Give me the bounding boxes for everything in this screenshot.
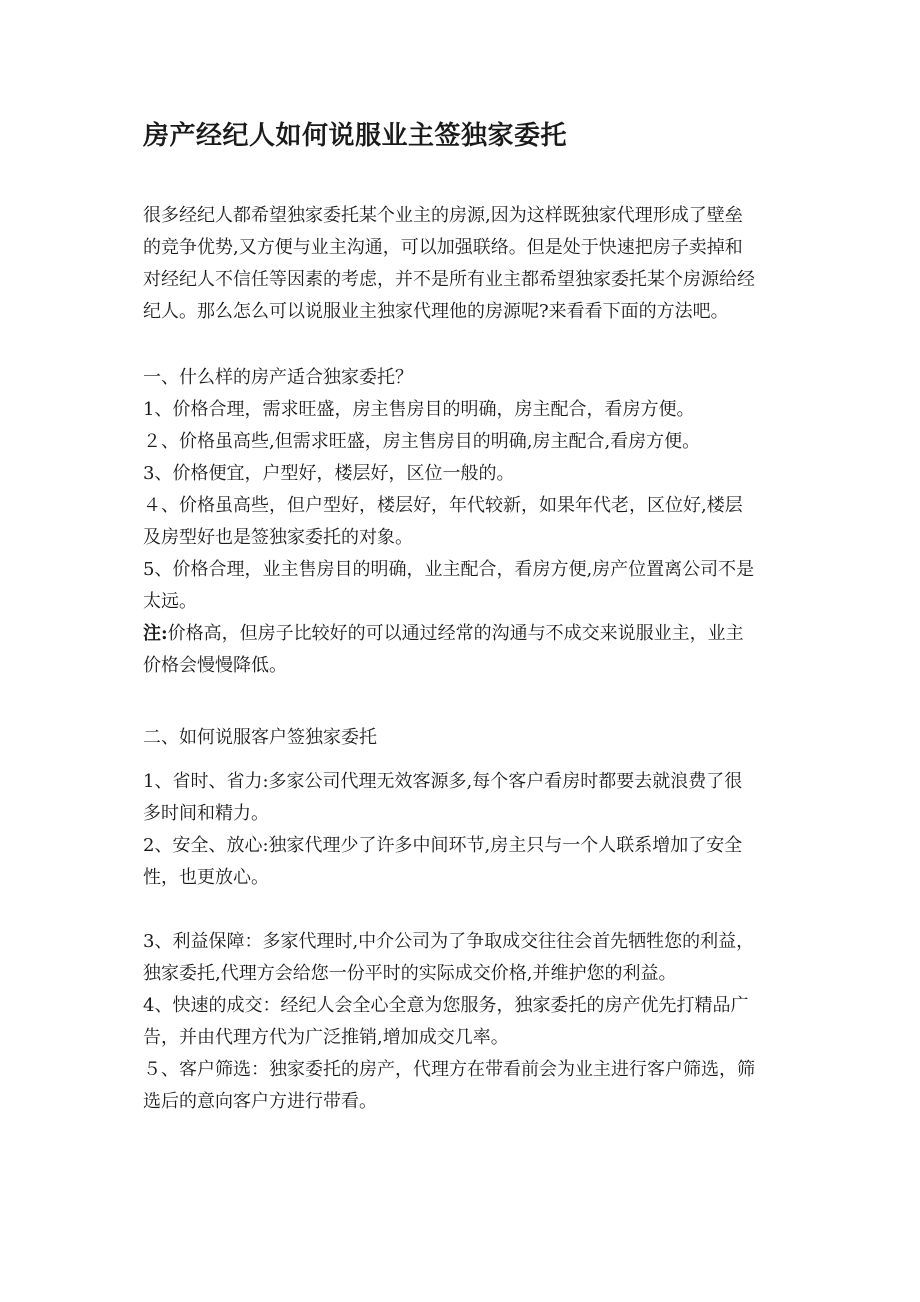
section2-heading-block [143, 722, 771, 754]
section1-item-4-cont: 及房型好也是签独家委托的对象。 [143, 527, 413, 548]
section2-item-1-cont: 多时间和精力。 [143, 803, 269, 824]
note-line-cont: 价格会慢慢降低。 [143, 655, 287, 676]
section1-item-4: ４、价格虽高些，但户型好，楼层好，年代较新，如果年代老，区位好,楼层 [143, 495, 743, 516]
section2-heading: 二、如何说服客户签独家委托 [143, 727, 377, 748]
document-title: 房产经纪人如何说服业主签独家委托 [143, 121, 568, 151]
note-line [143, 618, 771, 650]
section1-heading: 一、什么样的房产适合独家委托？ [143, 367, 413, 388]
section2-item-3-cont: 独家委托,代理方会给您一份平时的实际成交价格,并维护您的利益。 [143, 963, 677, 984]
section1-item-3: 3、价格便宜，户型好，楼层好，区位一般的。 [143, 463, 515, 484]
section2-item-1: 1、省时、省力:多家公司代理无效客源多,每个客户看房时都要去就浪费了很 [143, 771, 743, 792]
section2-item-2-cont: 性，也更放心。 [143, 867, 269, 888]
section1-item-1: 1、价格合理，需求旺盛，房主售房目的明确，房主配合，看房方便。 [143, 399, 695, 420]
section2-item-2: 2、安全、放心:独家代理少了许多中间环节,房主只与一个人联系增加了安全 [143, 835, 743, 856]
section2-block-b [143, 926, 771, 1118]
section1-item-5-cont: 太远。 [143, 591, 197, 612]
section2-block-a [143, 766, 771, 894]
section1-item-5: 5、价格合理，业主售房目的明确，业主配合，看房方便,房产位置离公司不是 [143, 559, 755, 580]
section2-item-5: ５、客户筛选：独家委托的房产，代理方在带看前会为业主进行客户筛选，筛 [143, 1059, 755, 1080]
intro-line: 纪人。那么怎么可以说服业主独家代理他的房源呢?来看看下面的方法吧。 [143, 301, 729, 322]
section2-item-4-cont: 告，并由代理方代为广泛推销,增加成交几率。 [143, 1027, 509, 1048]
section1-item-2: ２、价格虽高些,但需求旺盛，房主售房目的明确,房主配合,看房方便。 [143, 431, 701, 452]
section2-item-3: 3、利益保障：多家代理时,中介公司为了争取成交往往会首先牺牲您的利益， [143, 931, 755, 952]
section2-item-4: 4、快速的成交：经纪人会全心全意为您服务，独家委托的房产优先打精品广 [143, 995, 749, 1016]
intro-line: 很多经纪人都希望独家委托某个业主的房源,因为这样既独家代理形成了壁垒 [143, 205, 743, 226]
note-text: 价格高，但房子比较好的可以通过经常的沟通与不成交来说服业主，业主 [167, 623, 744, 644]
note-label: 注: [143, 623, 168, 644]
section1-block [143, 362, 771, 682]
section2-item-5-cont: 选后的意向客户方进行带看。 [143, 1091, 377, 1112]
intro-paragraph [143, 200, 771, 328]
intro-line: 对经纪人不信任等因素的考虑，并不是所有业主都希望独家委托某个房源给经 [143, 269, 755, 290]
intro-line: 的竞争优势,又方便与业主沟通，可以加强联络。但是处于快速把房子卖掉和 [143, 237, 743, 258]
